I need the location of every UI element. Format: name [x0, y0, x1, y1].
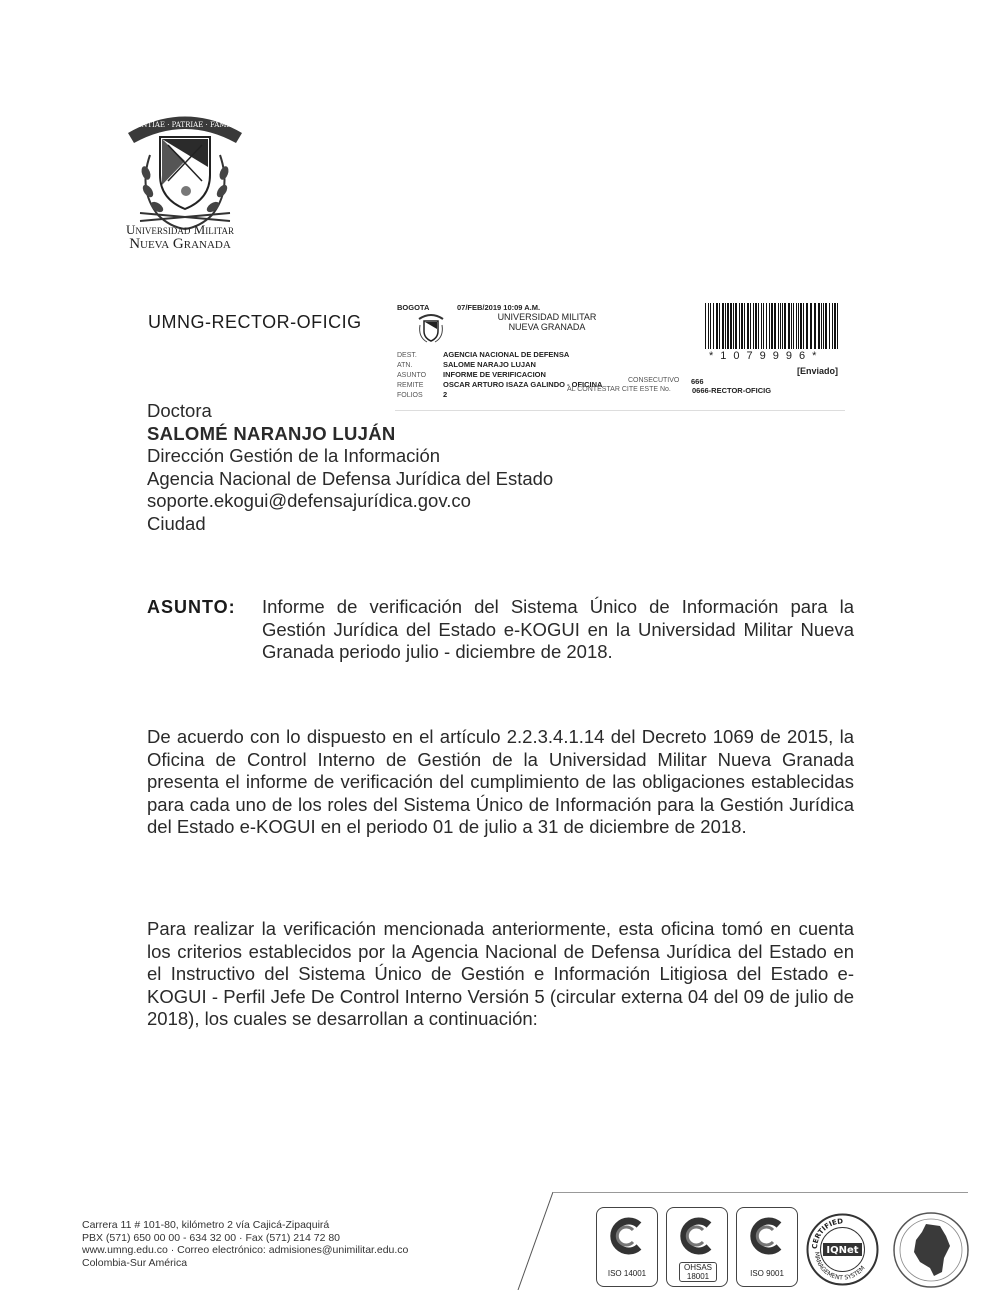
cert-label: ISO 14001	[607, 1269, 647, 1278]
barcode-bar	[800, 303, 802, 349]
footer-web-email: www.umng.edu.co · Correo electrónico: admisiones@unimilitar.edu.co	[82, 1244, 409, 1256]
cert-badge-iso9001	[736, 1207, 798, 1287]
barcode-bar	[798, 303, 799, 349]
stamp-row	[397, 350, 602, 360]
stamp-university-line2: NUEVA GRANADA	[508, 322, 586, 332]
iqnet-ring-bottom: MANAGEMENT SYSTEM	[812, 1251, 867, 1282]
cert-badge-iso14001	[596, 1207, 658, 1287]
barcode-bar	[796, 303, 797, 349]
addressee-position: Dirección Gestión de la Información	[147, 445, 441, 466]
footer-phones: PBX (571) 650 00 00 - 634 32 00 · Fax (571) 214 72 80	[82, 1231, 341, 1244]
barcode-bar	[810, 303, 812, 349]
barcode-bar	[803, 303, 804, 349]
stamp-row-value: INFORME DE VERIFICACION	[443, 370, 546, 379]
body-paragraph: De acuerdo con lo dispuesto en el artículo 2.2.3.4.1.14 del Decreto 1069 de 2015, la Oficina de Control Interno de Gestión de la Universidad Militar Nueva Granada presenta el informe de verificación del cumplimiento de las obligaciones establecidas para cada uno de los roles del Sistema Único de Información para la Gestión Jurídica del Estado e-KOGUI en el periodo 01 de julio a 31 de diciembre de 2018.	[147, 726, 854, 837]
stamp-row-value: 2	[443, 390, 448, 399]
iqnet-label: IQNet	[826, 1245, 859, 1256]
footer-contact	[82, 1219, 408, 1269]
barcode-bar	[727, 303, 729, 349]
office-code: UMNG-RECTOR-OFICIG	[148, 312, 362, 332]
stamp-logo-icon	[415, 311, 447, 345]
barcode-bar	[744, 303, 745, 349]
barcode-bar	[708, 303, 709, 349]
certification-c-icon	[677, 1216, 717, 1256]
stamp-status: [Enviado]	[797, 366, 839, 376]
barcode-bar	[806, 303, 808, 349]
barcode-bar	[705, 303, 706, 349]
barcode-bar	[753, 303, 754, 349]
barcode-bar	[821, 303, 822, 349]
barcode-bar	[735, 303, 737, 349]
barcode-bar	[750, 303, 751, 349]
barcode-bar	[766, 303, 767, 349]
barcode-bar	[722, 303, 724, 349]
addressee-salutation: Doctora	[147, 400, 212, 421]
barcode-bar	[818, 303, 820, 349]
stamp-university-line1: UNIVERSIDAD MILITAR	[497, 312, 597, 322]
stamp-row-label: ATN.	[397, 362, 413, 369]
barcode-bar	[719, 303, 720, 349]
stamp-datetime: 07/FEB/2019 10:09 A.M.	[457, 303, 541, 312]
addressee-email: soporte.ekogui@defensajurídica.gov.co	[147, 490, 471, 511]
body-paragraph: Para realizar la verificación mencionada anteriormente, esta oficina tomó en cuenta los criterios establecidos por la Agencia Nacional de Defensa Jurídica del Estado en el Instructivo del Sistema Único de Gestión e Información Litigiosa del Estado e-KOGUI - Perfil Jefe De Control Interno Versión 5 (circular externa 04 del 09 de julio de 2018), los cuales se desarrollan a continuación:	[147, 918, 854, 1029]
stamp-row-value: AGENCIA NACIONAL DE DEFENSA	[443, 350, 570, 359]
barcode-number: *1079996*	[709, 350, 824, 362]
stamp-city: BOGOTA	[397, 303, 430, 312]
barcode-bar	[793, 303, 794, 349]
footer-divider-slash	[510, 1192, 560, 1290]
stamp-row	[397, 370, 602, 380]
barcode-bar	[761, 303, 762, 349]
barcode-bar	[725, 303, 726, 349]
certification-c-icon	[747, 1216, 787, 1256]
stamp-row-label: REMITE	[397, 382, 424, 389]
university-name	[100, 222, 260, 252]
barcode-bar	[784, 303, 786, 349]
addressee-block	[147, 400, 553, 535]
barcode-bar	[769, 303, 770, 349]
certification-c-icon	[607, 1216, 647, 1256]
barcode-bar	[814, 303, 816, 349]
logo-motto: SCIENTIAE · PATRIAE · FAMILIAE	[123, 121, 247, 129]
barcode-bar	[730, 303, 732, 349]
stamp-row-value: SALOME NARAJO LUJAN	[443, 360, 536, 369]
barcode-bar	[733, 303, 734, 349]
stamp-row-label: ASUNTO	[397, 372, 427, 379]
barcode-bar	[829, 303, 830, 349]
footer-address: Carrera 11 # 101-80, kilómetro 2 vía Cajicá-Zipaquirá	[82, 1219, 330, 1231]
barcode-bar	[739, 303, 740, 349]
barcode-bar	[825, 303, 827, 349]
iqnet-ring-top: CERTIFIED	[810, 1217, 844, 1250]
footer-rule	[553, 1192, 968, 1193]
stamp-cite-value: 0666-RECTOR-OFICIG	[692, 386, 772, 395]
stamp-university	[487, 312, 607, 332]
barcode-bar	[747, 303, 749, 349]
cert-label: OHSAS 18001	[679, 1262, 717, 1282]
stamp-consecutivo-value: 666	[691, 377, 704, 386]
barcode-bar	[788, 303, 790, 349]
barcode-bar	[713, 303, 714, 349]
addressee-name: SALOMÉ NARANJO LUJÁN	[147, 422, 396, 444]
barcode-bar	[774, 303, 776, 349]
colombia-map-seal	[890, 1210, 972, 1290]
stamp-row	[397, 360, 602, 370]
barcode-bar	[778, 303, 779, 349]
barcode-bar	[791, 303, 792, 349]
stamp-row-value: OSCAR ARTURO ISAZA GALINDO - OFICINA	[443, 380, 603, 389]
barcode-bar	[758, 303, 759, 349]
barcode-bar	[782, 303, 783, 349]
addressee-city: Ciudad	[147, 512, 206, 534]
barcode-bar	[755, 303, 757, 349]
barcode-bar	[741, 303, 743, 349]
stamp-row-label: DEST.	[397, 352, 417, 359]
stamp-cite-label: AL CONTESTAR CITE ESTE No.	[567, 386, 671, 393]
stamp-row-label: FOLIOS	[397, 392, 423, 399]
stamp-consecutivo-label: CONSECUTIVO	[628, 377, 680, 384]
iqnet-seal	[805, 1212, 880, 1287]
barcode-bar	[823, 303, 824, 349]
barcode-bar	[771, 303, 773, 349]
subject-label: ASUNTO:	[147, 597, 236, 617]
footer-country: Colombia-Sur América	[82, 1256, 188, 1269]
university-name-line1: Universidad Militar	[126, 222, 234, 237]
barcode-bar	[834, 303, 836, 349]
university-name-line2: Nueva Granada	[129, 236, 231, 252]
addressee-entity: Agencia Nacional de Defensa Jurídica del Estado	[147, 467, 554, 489]
barcode-bar	[716, 303, 718, 349]
barcode-bar	[763, 303, 764, 349]
barcode-bar	[837, 303, 838, 349]
barcode-bar	[710, 303, 711, 349]
cert-badge-ohsas18001	[666, 1207, 728, 1287]
cert-label: ISO 9001	[750, 1269, 784, 1278]
subject-text: Informe de verificación del Sistema Único de Información para la Gestión Jurídica del Estado e-KOGUI en la Universidad Militar Nueva Granada periodo julio - diciembre de 2018.	[262, 596, 854, 662]
barcode	[705, 303, 840, 349]
barcode-bar	[832, 303, 833, 349]
barcode-bar	[780, 303, 781, 349]
